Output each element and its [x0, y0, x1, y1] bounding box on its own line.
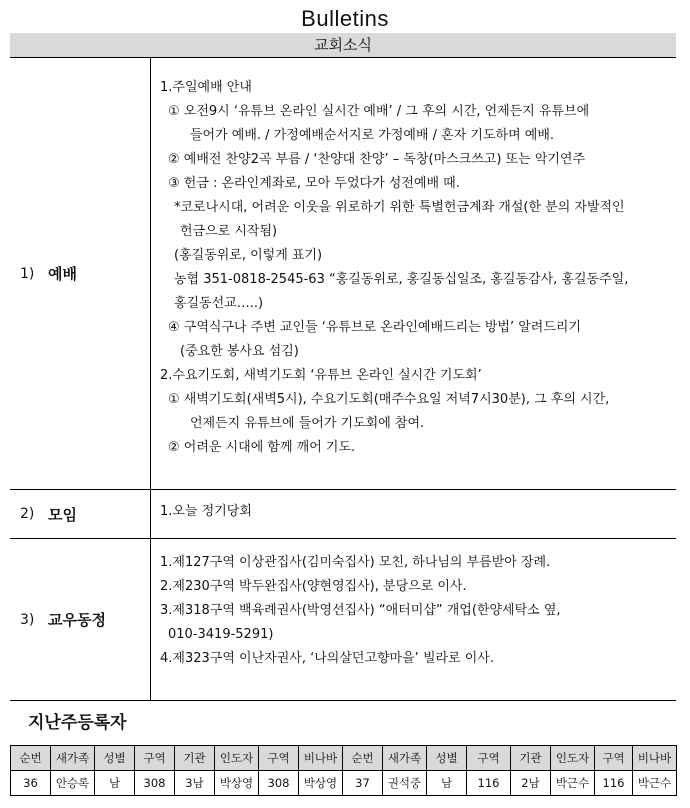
registration-header-cell: 구역 — [595, 746, 633, 771]
content-line: 들어가 예배. / 가정예배순서지로 가정예배 / 혼자 기도하며 예배. — [190, 128, 555, 143]
registration-cell: 박상영 — [215, 771, 259, 796]
page-title: Bulletins — [301, 6, 389, 31]
content-line: 1.제127구역 이상관집사(김미숙집사) 모친, 하나님의 부름받아 장례. — [160, 555, 551, 570]
content-line: 2.제230구역 박두완집사(양현영집사), 분당으로 이사. — [160, 579, 467, 594]
registration-header-cell: 새가족 — [383, 746, 427, 771]
content-line: 2.수요기도회, 새벽기도회 ‘유튜브 온라인 실시간 기도회’ — [160, 368, 482, 383]
registration-cell: 박근수 — [551, 771, 595, 796]
content-line: (홍길동위로, 이렇게 표기) — [174, 248, 323, 263]
section-worship — [10, 58, 676, 490]
registration-header-cell: 성별 — [427, 746, 467, 771]
section-number: 2) — [20, 506, 35, 522]
content-line: ② 예배전 찬양2곡 부름 / ‘찬양대 찬양’ – 독창(마스크쓰고) 또는 악기연주 — [168, 152, 586, 167]
section-label — [10, 490, 151, 538]
registration-header-cell: 새가족 — [51, 746, 95, 771]
content-line: ① 새벽기도회(새벽5시), 수요기도회(매주수요일 저녁7시30분), 그 후의 시간, — [168, 392, 610, 407]
registration-cell: 남 — [427, 771, 467, 796]
registration-header-cell: 인도자 — [551, 746, 595, 771]
registration-header-cell: 구역 — [135, 746, 175, 771]
content-line: 1.주일예배 안내 — [160, 80, 252, 95]
section-content — [151, 58, 676, 489]
registration-cell: 3남 — [175, 771, 215, 796]
content-line: 농협 351-0818-2545-63 “홍길동위로, 홍길동십일조, 홍길동감사, 홍길동주일, — [174, 272, 629, 287]
content-line: 1.오늘 정기당회 — [160, 504, 252, 519]
registration-header-row — [11, 746, 677, 771]
registration-header-cell: 순번 — [343, 746, 383, 771]
registration-cell: 36 — [11, 771, 51, 796]
registration-data-row — [11, 771, 677, 796]
content-line: ② 어려운 시대에 함께 깨어 기도. — [168, 440, 356, 455]
content-line: ④ 구역식구나 주변 교인들 ‘유튜브로 온라인예배드리는 방법’ 알려드리기 — [168, 320, 582, 335]
section-title: 예배 — [48, 265, 77, 283]
section-label — [10, 58, 151, 489]
section-meeting — [10, 490, 676, 539]
section-title: 모임 — [48, 505, 77, 524]
registration-cell: 116 — [467, 771, 511, 796]
registration-header-cell: 비나바 — [633, 746, 677, 771]
registration-cell: 권석중 — [383, 771, 427, 796]
section-content — [151, 539, 676, 700]
content-line: *코로나시대, 어려운 이웃을 위로하기 위한 특별헌금계좌 개설(한 분의 자발적인 — [174, 200, 625, 215]
content-line: 3.제318구역 백육례권사(박영선집사) “애터미샵” 개업(한양세탁소 옆, — [160, 603, 561, 618]
registration-header-cell: 성별 — [95, 746, 135, 771]
registration-cell: 안승록 — [51, 771, 95, 796]
section-content — [151, 490, 676, 538]
page-subtitle: 교회소식 — [10, 33, 676, 57]
section-member-news — [10, 539, 676, 701]
registration-cell: 116 — [595, 771, 633, 796]
registration-cell: 308 — [135, 771, 175, 796]
section-label — [10, 539, 151, 700]
registration-cell: 37 — [343, 771, 383, 796]
registration-header-cell: 기관 — [175, 746, 215, 771]
content-line: 언제든지 유튜브에 들어가 기도회에 참여. — [190, 416, 425, 431]
bulletin-table — [10, 57, 676, 701]
content-line: ③ 헌금 : 온라인계좌로, 모아 두었다가 성전예배 때. — [168, 176, 460, 191]
section-number: 3) — [20, 611, 35, 628]
content-line: 헌금으로 시작됨) — [180, 224, 278, 239]
content-line: (중요한 봉사요 섬김) — [180, 344, 299, 359]
registration-header-cell: 비나바 — [299, 746, 343, 771]
registration-cell: 남 — [95, 771, 135, 796]
content-line: ① 오전9시 ‘유튜브 온라인 실시간 예배’ / 그 후의 시간, 언제든지 유튜브에 — [168, 104, 590, 119]
registration-table — [10, 745, 677, 796]
registration-cell: 2남 — [511, 771, 551, 796]
content-line: 010-3419-5291) — [168, 627, 274, 642]
registration-header-cell: 구역 — [467, 746, 511, 771]
section-number: 1) — [20, 265, 35, 282]
content-line: 4.제323구역 이난자권사, ‘나의살던고향마을’ 빌라로 이사. — [160, 651, 494, 666]
registration-title: 지난주등록자 — [28, 713, 127, 733]
registration-header-cell: 구역 — [259, 746, 299, 771]
registration-cell: 308 — [259, 771, 299, 796]
registration-cell: 박상영 — [299, 771, 343, 796]
registration-header-cell: 기관 — [511, 746, 551, 771]
section-title: 교우동정 — [48, 611, 106, 629]
registration-cell: 박근수 — [633, 771, 677, 796]
registration-header-cell: 인도자 — [215, 746, 259, 771]
content-line: 홍길동선교…..) — [174, 296, 264, 311]
registration-header-cell: 순번 — [11, 746, 51, 771]
